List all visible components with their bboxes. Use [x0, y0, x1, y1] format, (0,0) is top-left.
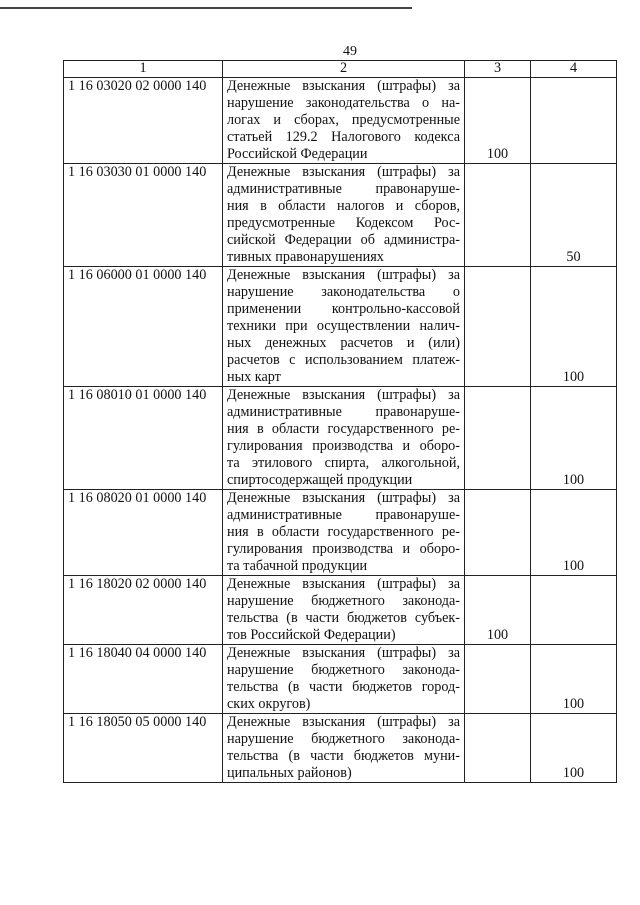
table-row [64, 267, 617, 387]
row-col3-value: 100 [465, 78, 531, 164]
row-code: 1 16 08010 01 0000 140 [64, 387, 223, 490]
description-line: гулирования производства и оборо- [227, 438, 460, 454]
row-col3-value: 100 [465, 576, 531, 645]
row-col4-value: 100 [531, 714, 617, 783]
row-col4-value [531, 78, 617, 164]
description-line: Денежные взыскания (штрафы) за [227, 387, 460, 403]
description-line: нарушение бюджетного законода- [227, 662, 460, 678]
row-col3-value [465, 714, 531, 783]
description-line: Денежные взыскания (штрафы) за [227, 78, 460, 94]
row-col3-value [465, 645, 531, 714]
description-line: сийской Федерации об администра- [227, 232, 460, 248]
row-description [223, 267, 465, 387]
description-line: техники при осуществлении налич- [227, 318, 460, 334]
row-code: 1 16 08020 01 0000 140 [64, 490, 223, 576]
table-row [64, 576, 617, 645]
description-line: ния в области налогов и сборов, [227, 198, 460, 214]
table-header-row [64, 61, 617, 78]
row-code: 1 16 18040 04 0000 140 [64, 645, 223, 714]
description-line: ния в области государственного ре- [227, 524, 460, 540]
column-header-4: 4 [531, 61, 617, 78]
row-col4-value: 100 [531, 387, 617, 490]
description-line: та этилового спирта, алкогольной, [227, 455, 460, 471]
description-line: Денежные взыскания (штрафы) за [227, 164, 460, 180]
row-description [223, 645, 465, 714]
table-row [64, 78, 617, 164]
description-line: тельства (в части бюджетов город- [227, 679, 460, 695]
description-line: логах и сборах, предусмотренные [227, 112, 460, 128]
description-line: нарушение бюджетного законода- [227, 731, 460, 747]
row-col4-value [531, 576, 617, 645]
description-line: нарушение бюджетного законода- [227, 593, 460, 609]
table-row [64, 164, 617, 267]
description-line: ных карт [227, 369, 281, 385]
description-line: тельства (в части бюджетов субъек- [227, 610, 460, 626]
row-code: 1 16 03030 01 0000 140 [64, 164, 223, 267]
row-col3-value [465, 387, 531, 490]
description-line: предусмотренные Кодексом Рос- [227, 215, 460, 231]
description-line: тивных правонарушениях [227, 249, 384, 265]
row-code: 1 16 06000 01 0000 140 [64, 267, 223, 387]
description-line: тов Российской Федерации) [227, 627, 396, 643]
description-line: расчетов с использованием платеж- [227, 352, 460, 368]
table-row [64, 645, 617, 714]
description-line: административные правонаруше- [227, 507, 460, 523]
header-rule [0, 7, 412, 9]
description-line: гулирования производства и оборо- [227, 541, 460, 557]
column-header-1: 1 [64, 61, 223, 78]
row-col4-value: 100 [531, 490, 617, 576]
row-description [223, 714, 465, 783]
row-col4-value: 50 [531, 164, 617, 267]
description-line: нарушение законодательства о [227, 284, 460, 300]
page-number: 49 [343, 44, 357, 59]
row-description [223, 78, 465, 164]
description-line: ния в области государственного ре- [227, 421, 460, 437]
table-row [64, 714, 617, 783]
description-line: спиртосодержащей продукции [227, 472, 413, 488]
row-col4-value: 100 [531, 645, 617, 714]
description-line: тельства (в части бюджетов муни- [227, 748, 460, 764]
description-line: Денежные взыскания (штрафы) за [227, 267, 460, 283]
description-line: Денежные взыскания (штрафы) за [227, 490, 460, 506]
description-line: Денежные взыскания (штрафы) за [227, 645, 460, 661]
row-description [223, 387, 465, 490]
row-code: 1 16 18050 05 0000 140 [64, 714, 223, 783]
column-header-3: 3 [465, 61, 531, 78]
column-header-2: 2 [223, 61, 465, 78]
row-code: 1 16 18020 02 0000 140 [64, 576, 223, 645]
description-line: ских округов) [227, 696, 311, 712]
row-col3-value [465, 490, 531, 576]
row-col4-value: 100 [531, 267, 617, 387]
row-description [223, 164, 465, 267]
description-line: ных денежных расчетов и (или) [227, 335, 460, 351]
description-line: ципальных районов) [227, 765, 352, 781]
row-col3-value [465, 267, 531, 387]
row-description [223, 490, 465, 576]
description-line: применении контрольно-кассовой [227, 301, 460, 317]
row-description [223, 576, 465, 645]
row-col3-value [465, 164, 531, 267]
table-row [64, 387, 617, 490]
description-line: нарушение законодательства о на- [227, 95, 460, 111]
description-line: административные правонаруше- [227, 181, 460, 197]
revenue-table [63, 60, 617, 783]
description-line: Денежные взыскания (штрафы) за [227, 714, 460, 730]
description-line: Денежные взыскания (штрафы) за [227, 576, 460, 592]
description-line: Российской Федерации [227, 146, 368, 162]
description-line: статьей 129.2 Налогового кодекса [227, 129, 460, 145]
description-line: та табачной продукции [227, 558, 368, 574]
row-code: 1 16 03020 02 0000 140 [64, 78, 223, 164]
description-line: административные правонаруше- [227, 404, 460, 420]
table-row [64, 490, 617, 576]
